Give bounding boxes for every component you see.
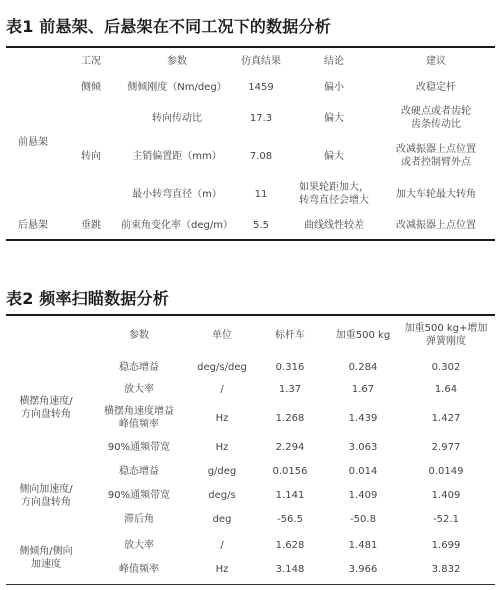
table2-row-v2: 0.284	[348, 361, 378, 373]
table2-row-param: 滞后角	[124, 513, 154, 525]
table2-row-unit: /	[220, 383, 224, 395]
table1-row-conclusion: 偏大	[324, 150, 344, 162]
table2-bottom-rule	[6, 584, 495, 585]
table2-row-v3: 1.409	[431, 489, 461, 501]
table1-row-param: 转向传动比	[152, 112, 202, 124]
table2-row-param: 稳态增益	[119, 361, 159, 373]
table1-row-suggestion: 加大车轮最大转角	[396, 188, 476, 200]
table2-row-v3: 1.427	[431, 412, 461, 424]
table1-row-suggestion: 改稳定杆	[416, 81, 456, 93]
table1-group-front: 前悬架	[18, 136, 48, 148]
table2-row-param: 放大率	[124, 539, 154, 551]
table1-row-conclusion: 偏小	[324, 81, 344, 93]
table2-row-v1: 1.268	[275, 412, 305, 424]
table2-row-v3: 2.977	[431, 441, 461, 453]
table2-group-lateral: 侧向加速度/ 方向盘转角	[19, 484, 73, 508]
table2-row-param: 横摆角速度增益 峰值频率	[104, 406, 174, 430]
table1-row-param: 主销偏置距（mm）	[132, 150, 222, 162]
table1-header-suggestion: 建议	[426, 55, 446, 67]
table2-row-v2: 1.67	[351, 383, 375, 395]
table2-title: 表2 频率扫瞄数据分析	[6, 289, 169, 308]
table2-group-yaw: 横摆角速度/ 方向盘转角	[19, 396, 73, 420]
table2-header-load500: 加重500 kg	[335, 329, 391, 341]
table2-row-v3: -52.1	[433, 513, 459, 525]
table1-row-result: 5.5	[253, 219, 269, 231]
table2-row-v1: 0.316	[275, 361, 305, 373]
table2-row-unit: Hz	[215, 441, 229, 453]
table2-row-v1: 2.294	[275, 441, 305, 453]
table1-row-conclusion: 如果轮距加大， 转弯直径会增大	[299, 182, 369, 206]
table2-row-v1: 1.141	[275, 489, 305, 501]
table2-row-v2: 3.063	[348, 441, 378, 453]
table1-row-suggestion: 改硬点或者齿轮 齿条传动比	[401, 106, 471, 130]
table1-row-param: 前束角变化率（deg/m）	[121, 219, 233, 231]
table1-row-param: 侧倾刚度（Nm/deg）	[127, 81, 227, 93]
table2-row-unit: Hz	[215, 563, 229, 575]
table2-row-v1: 3.148	[275, 563, 305, 575]
table1-row-result: 1459	[248, 81, 274, 93]
table2-row-unit: /	[220, 539, 224, 551]
table1-row-suggestion: 改减振器上点位置 或者控制臂外点	[396, 144, 476, 168]
table1-top-rule	[6, 46, 495, 48]
table2-row-v1: 1.628	[275, 539, 305, 551]
table2-row-v3: 1.64	[434, 383, 458, 395]
table2-row-unit: Hz	[215, 412, 229, 424]
table2-row-unit: deg	[212, 513, 232, 525]
table2-row-v3: 1.699	[431, 539, 461, 551]
table1-header-conclusion: 结论	[324, 55, 344, 67]
table2-row-v1: -56.5	[277, 513, 303, 525]
table2-row-v2: -50.8	[350, 513, 376, 525]
table2-row-param: 90%通频带宽	[107, 441, 171, 453]
table2-row-v2: 1.481	[348, 539, 378, 551]
table2-row-v1: 0.0156	[272, 465, 308, 477]
table2-row-v2: 3.966	[348, 563, 378, 575]
table2-row-unit: deg/s	[208, 489, 236, 501]
table2-row-param: 放大率	[124, 383, 154, 395]
table2-row-v2: 1.439	[348, 412, 378, 424]
table2-row-v2: 0.014	[348, 465, 378, 477]
table1-row-result: 17.3	[249, 112, 273, 124]
table2-row-unit: g/deg	[207, 465, 237, 477]
table2-row-param: 90%通频带宽	[107, 489, 171, 501]
table1-condition-roll: 侧倾	[81, 81, 101, 93]
table2-row-param: 峰值频率	[119, 563, 159, 575]
table1-row-result: 11	[254, 188, 268, 200]
table2-top-rule	[6, 314, 495, 316]
table1-header-condition: 工况	[81, 55, 101, 67]
table1-row-suggestion: 改减振器上点位置	[396, 219, 476, 231]
table2-row-v1: 1.37	[278, 383, 302, 395]
table2-header-benchmark: 标杆车	[275, 329, 305, 341]
table2-row-v3: 3.832	[431, 563, 461, 575]
table1-condition-bounce: 垂跳	[81, 219, 101, 231]
table1-row-param: 最小转弯直径（m）	[132, 188, 222, 200]
table1-group-rear: 后悬架	[18, 219, 48, 231]
table1-title: 表1 前悬架、后悬架在不同工况下的数据分析	[6, 17, 331, 36]
table2-row-param: 稳态增益	[119, 465, 159, 477]
table2-row-unit: deg/s/deg	[197, 361, 247, 373]
table1-row-result: 7.08	[249, 150, 273, 162]
table1-row-conclusion: 曲线线性较差	[304, 219, 364, 231]
table2-row-v2: 1.409	[348, 489, 378, 501]
table1-condition-steer: 转向	[81, 150, 101, 162]
table2-header-load500-spring: 加重500 kg+增加 弹簧刚度	[404, 323, 488, 347]
table1-header-result: 仿真结果	[241, 55, 281, 67]
table1-bottom-rule	[6, 239, 495, 241]
table2-row-v3: 0.302	[431, 361, 461, 373]
table2-group-roll: 侧倾角/侧向 加速度	[19, 546, 73, 570]
table1-header-param: 参数	[167, 55, 187, 67]
table2-header-unit: 单位	[212, 329, 232, 341]
table2-row-v3: 0.0149	[428, 465, 464, 477]
table2-header-param: 参数	[129, 329, 149, 341]
table1-row-conclusion: 偏大	[324, 112, 344, 124]
